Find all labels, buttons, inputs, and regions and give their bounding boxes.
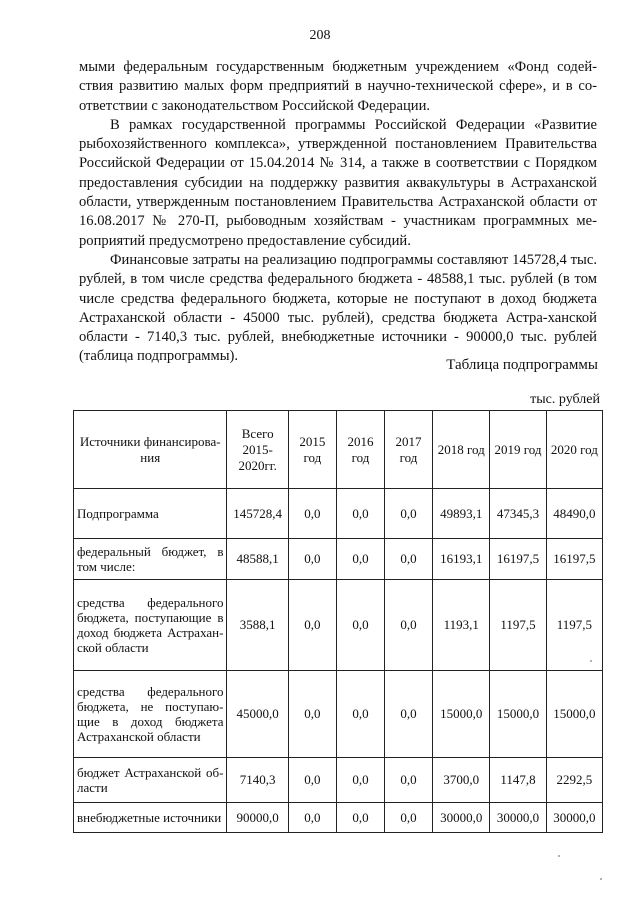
- header-cell: 2019 год: [490, 411, 546, 489]
- value-cell: 0,0: [288, 758, 336, 803]
- value-cell: 48588,1: [227, 539, 288, 580]
- value-cell: 16193,1: [433, 539, 490, 580]
- value-cell: 15000,0: [546, 671, 602, 758]
- value-cell: 0,0: [336, 803, 384, 833]
- value-cell: 45000,0: [227, 671, 288, 758]
- value-cell: 0,0: [385, 671, 433, 758]
- source-cell: средства федерального бюджета, не поступаю-щие в доход бюджета Астраханской области: [74, 671, 227, 758]
- value-cell: 16197,5: [546, 539, 602, 580]
- table-row: [74, 580, 603, 671]
- header-cell: Источники финансирова-ния: [74, 411, 227, 489]
- source-cell: бюджет Астраханской об-ласти: [74, 758, 227, 803]
- value-cell: 0,0: [385, 489, 433, 539]
- value-cell: 7140,3: [227, 758, 288, 803]
- value-cell: 47345,3: [490, 489, 546, 539]
- value-cell: 16197,5: [490, 539, 546, 580]
- table-row: [74, 671, 603, 758]
- source-cell: средства федерального бюджета, поступающие в доход бюджета Астрахан-ской области: [74, 580, 227, 671]
- value-cell: 15000,0: [433, 671, 490, 758]
- value-cell: 49893,1: [433, 489, 490, 539]
- header-cell: 2018 год: [433, 411, 490, 489]
- value-cell: 0,0: [288, 580, 336, 671]
- value-cell: 1147,8: [490, 758, 546, 803]
- paragraph: Финансовые затраты на реализацию подпрограммы составляют 145728,4 тыс. рублей, в том числе средства федерального бюджета - 48588,1 тыс. рублей (в том числе средства федерального бюджета, которые не поступают в доход бюджета Астраханской области - 45000 тыс. рублей), средства бюджета Астра-ханской области - 7140,3 тыс. рублей, внебюджетные источники - 90000,0 тыс. рублей (таблица подпрограммы).: [79, 251, 597, 365]
- source-cell: внебюджетные источники: [74, 803, 227, 833]
- value-cell: 0,0: [336, 489, 384, 539]
- table-row: [74, 803, 603, 833]
- value-cell: 0,0: [385, 758, 433, 803]
- value-cell: 0,0: [288, 489, 336, 539]
- header-cell: 2020 год: [546, 411, 602, 489]
- value-cell: 0,0: [288, 671, 336, 758]
- value-cell: 0,0: [336, 580, 384, 671]
- scan-speck: [558, 855, 560, 857]
- value-cell: 0,0: [336, 539, 384, 580]
- value-cell: 1193,1: [433, 580, 490, 671]
- source-cell: Подпрограмма: [74, 489, 227, 539]
- header-cell: 2017 год: [385, 411, 433, 489]
- body-text: [79, 58, 597, 367]
- value-cell: 0,0: [385, 803, 433, 833]
- value-cell: 0,0: [385, 539, 433, 580]
- financing-table: [73, 410, 603, 833]
- unit-label: тыс. рублей: [530, 392, 600, 407]
- value-cell: 30000,0: [490, 803, 546, 833]
- value-cell: 2292,5: [546, 758, 602, 803]
- header-cell: 2016 год: [336, 411, 384, 489]
- value-cell: 145728,4: [227, 489, 288, 539]
- page-number: 208: [309, 28, 331, 43]
- value-cell: 0,0: [385, 580, 433, 671]
- value-cell: 90000,0: [227, 803, 288, 833]
- value-cell: 1197,5: [490, 580, 546, 671]
- value-cell: 15000,0: [490, 671, 546, 758]
- value-cell: 0,0: [336, 758, 384, 803]
- table-header-row: [74, 411, 603, 489]
- value-cell: 0,0: [288, 803, 336, 833]
- value-cell: 3700,0: [433, 758, 490, 803]
- table-row: [74, 539, 603, 580]
- value-cell: 0,0: [288, 539, 336, 580]
- value-cell: 30000,0: [546, 803, 602, 833]
- scan-speck: [600, 878, 602, 880]
- value-cell: 30000,0: [433, 803, 490, 833]
- header-cell: 2015 год: [288, 411, 336, 489]
- value-cell: 48490,0: [546, 489, 602, 539]
- paragraph: В рамках государственной программы Российской Федерации «Развитие рыбохозяйственного комплекса», утвержденной постановлением Правительства Российской Федерации от 15.04.2014 № 314, а также в соответствии с Порядком предоставления субсидии на поддержку развития аквакультуры в Астраханской области, утвержденным постановлением Правительства Астраханской области от 16.08.2017 № 270-П, рыбоводным хозяйствам - участникам программных ме-роприятий предусмотрено предоставление субсидий.: [79, 116, 597, 249]
- table-row: [74, 489, 603, 539]
- value-cell: 1197,5: [546, 580, 602, 671]
- source-cell: федеральный бюджет, в том числе:: [74, 539, 227, 580]
- paragraph: мыми федеральным государственным бюджетным учреждением «Фонд содей-ствия развитию малых форм предприятий в научно-технической сфере», и в со-ответствии с законодательством Российской Федерации.: [79, 59, 597, 114]
- scan-speck: [590, 660, 592, 662]
- table-row: [74, 758, 603, 803]
- table-caption: Таблица подпрограммы: [446, 357, 598, 373]
- value-cell: 0,0: [336, 671, 384, 758]
- header-cell: Всего 2015-2020гг.: [227, 411, 288, 489]
- value-cell: 3588,1: [227, 580, 288, 671]
